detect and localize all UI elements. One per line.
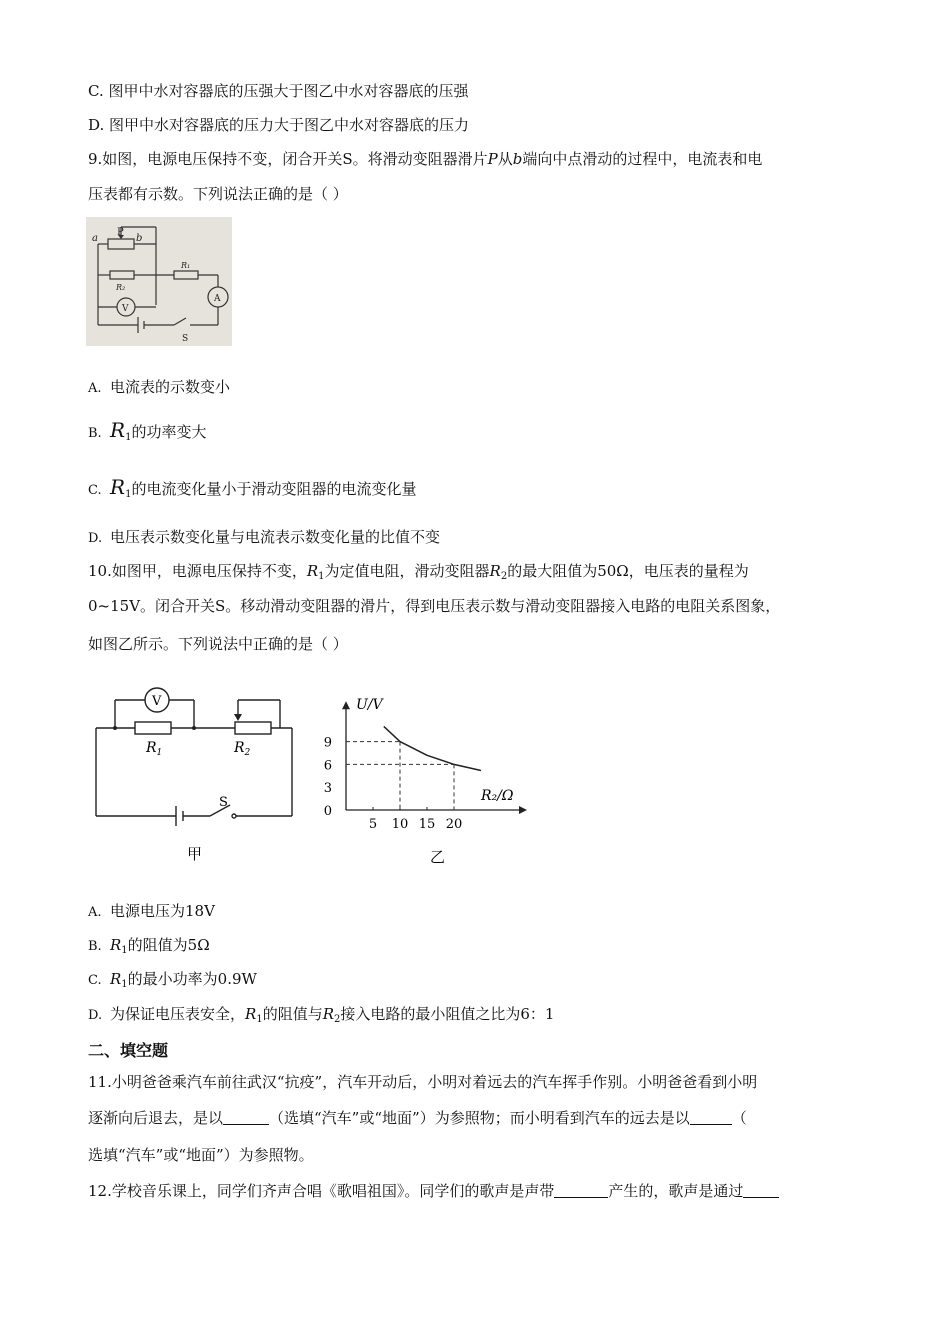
q9-circuit-diagram xyxy=(86,217,232,346)
q10-fig-yi: 乙 xyxy=(430,848,446,866)
rheostat-body xyxy=(108,239,134,249)
q10-stem-line2: 0~15V。闭合开关S。移动滑动变阻器的滑片，得到电压表示数与滑动变阻器接入电路的电阻关系图象， xyxy=(88,597,781,615)
q10-option-a[interactable]: A. 电源电压为18V xyxy=(88,902,215,920)
y-tick-label: 0 xyxy=(323,804,332,819)
label-s: S xyxy=(182,334,189,344)
q10-option-d[interactable]: D. 为保证电压表安全，$R_1$的阻值与$R_2$接入电路的最小阻值之比为6：1 xyxy=(88,1005,555,1025)
label-p: P xyxy=(117,227,124,238)
q10-stem-line1: 10.如图甲，电源电压保持不变，$R_1$为定值电阻，滑动变阻器$R_2$的最大阻值为50Ω，电压表的量程为 xyxy=(88,562,749,582)
q11-line1: 11.小明爸爸乘汽车前往武汉“抗疫”，汽车开动后，小明对着远去的汽车挥手作别。小明爸爸看到小明 xyxy=(88,1073,758,1091)
x-tick-label: 20 xyxy=(445,817,463,832)
u-r2-curve xyxy=(384,726,481,770)
q10-slider-arrow-icon xyxy=(234,714,242,721)
q12-blank-2[interactable] xyxy=(743,1183,779,1198)
q9-stem-line1: 9.如图，电源电压保持不变，闭合开关S。将滑动变阻器滑片P从b端向中点滑动的过程中，电流表和电 xyxy=(88,150,763,168)
q10-r2-label: $R_2$ xyxy=(234,740,251,758)
y-axis-arrow-icon xyxy=(342,701,350,709)
x-tick-label: 5 xyxy=(368,817,378,832)
y-tick-label: 6 xyxy=(323,758,332,774)
label-a: a xyxy=(92,233,98,244)
section-title-fill-blank: 二、填空题 xyxy=(88,1041,169,1060)
q10-option-c[interactable]: C. $R_1$的最小功率为0.9W xyxy=(88,970,257,990)
q11-blank-1[interactable] xyxy=(223,1110,269,1125)
label-b: b xyxy=(136,233,143,244)
q9-option-d[interactable]: D. 电压表示数变化量与电流表示数变化量的比值不变 xyxy=(88,528,441,546)
q10-stem-line3: 如图乙所示。下列说法中正确的是（ ） xyxy=(88,635,348,653)
q8-option-d: D. 图甲中水对容器底的压力大于图乙中水对容器底的压力 xyxy=(88,116,470,134)
q10-circuit xyxy=(96,688,292,826)
y-axis-label: U/V xyxy=(356,697,383,714)
q12-line1: 12.学校音乐课上，同学们齐声合唱《歌唱祖国》。同学们的歌声是声带 产生的，歌声是通过 xyxy=(88,1181,779,1201)
label-r2: R₂ xyxy=(116,283,126,292)
y-tick-label: 9 xyxy=(323,735,332,751)
q9-stem-line2: 压表都有示数。下列说法正确的是（ ） xyxy=(88,185,348,203)
q10-figures xyxy=(80,662,560,872)
x-tick-label: 15 xyxy=(418,817,436,832)
q12-blank-1[interactable] xyxy=(554,1183,608,1198)
q10-voltmeter-label: V xyxy=(152,694,162,709)
y-tick-label: 3 xyxy=(323,781,332,797)
q11-line3: 选填“汽车”或“地面”）为参照物。 xyxy=(88,1146,314,1164)
label-v: V xyxy=(122,304,129,314)
label-r1: R₁ xyxy=(181,261,191,270)
q10-switch-label: S xyxy=(219,795,228,810)
q8-option-c: C. 图甲中水对容器底的压强大于图乙中水对容器底的压强 xyxy=(88,82,469,100)
q10-r1-label: $R_1$ xyxy=(146,740,163,758)
q11-line2: 逐渐向后退去，是以 （选填“汽车”或“地面”）为参照物；而小明看到汽车的远去是以 （ xyxy=(88,1109,747,1127)
x-axis-label: R₂/Ω xyxy=(481,788,514,804)
q9-option-b[interactable]: B. $R_1$的功率变大 xyxy=(88,418,207,443)
q9-option-a[interactable]: A. 电流表的示数变小 xyxy=(88,378,231,396)
q10-fig-jia: 甲 xyxy=(187,845,203,863)
label-a-meter: A xyxy=(214,294,221,304)
q11-blank-2[interactable] xyxy=(690,1110,732,1125)
q9-option-c[interactable]: C. $R_1$的电流变化量小于滑动变阻器的电流变化量 xyxy=(88,475,417,500)
q9-circuit-figure xyxy=(86,217,232,346)
q10-graph xyxy=(324,697,527,832)
q10-option-b[interactable]: B. $R_1$的阻值为5Ω xyxy=(88,936,210,956)
x-tick-label: 10 xyxy=(391,817,409,832)
x-axis-arrow-icon xyxy=(519,806,527,814)
